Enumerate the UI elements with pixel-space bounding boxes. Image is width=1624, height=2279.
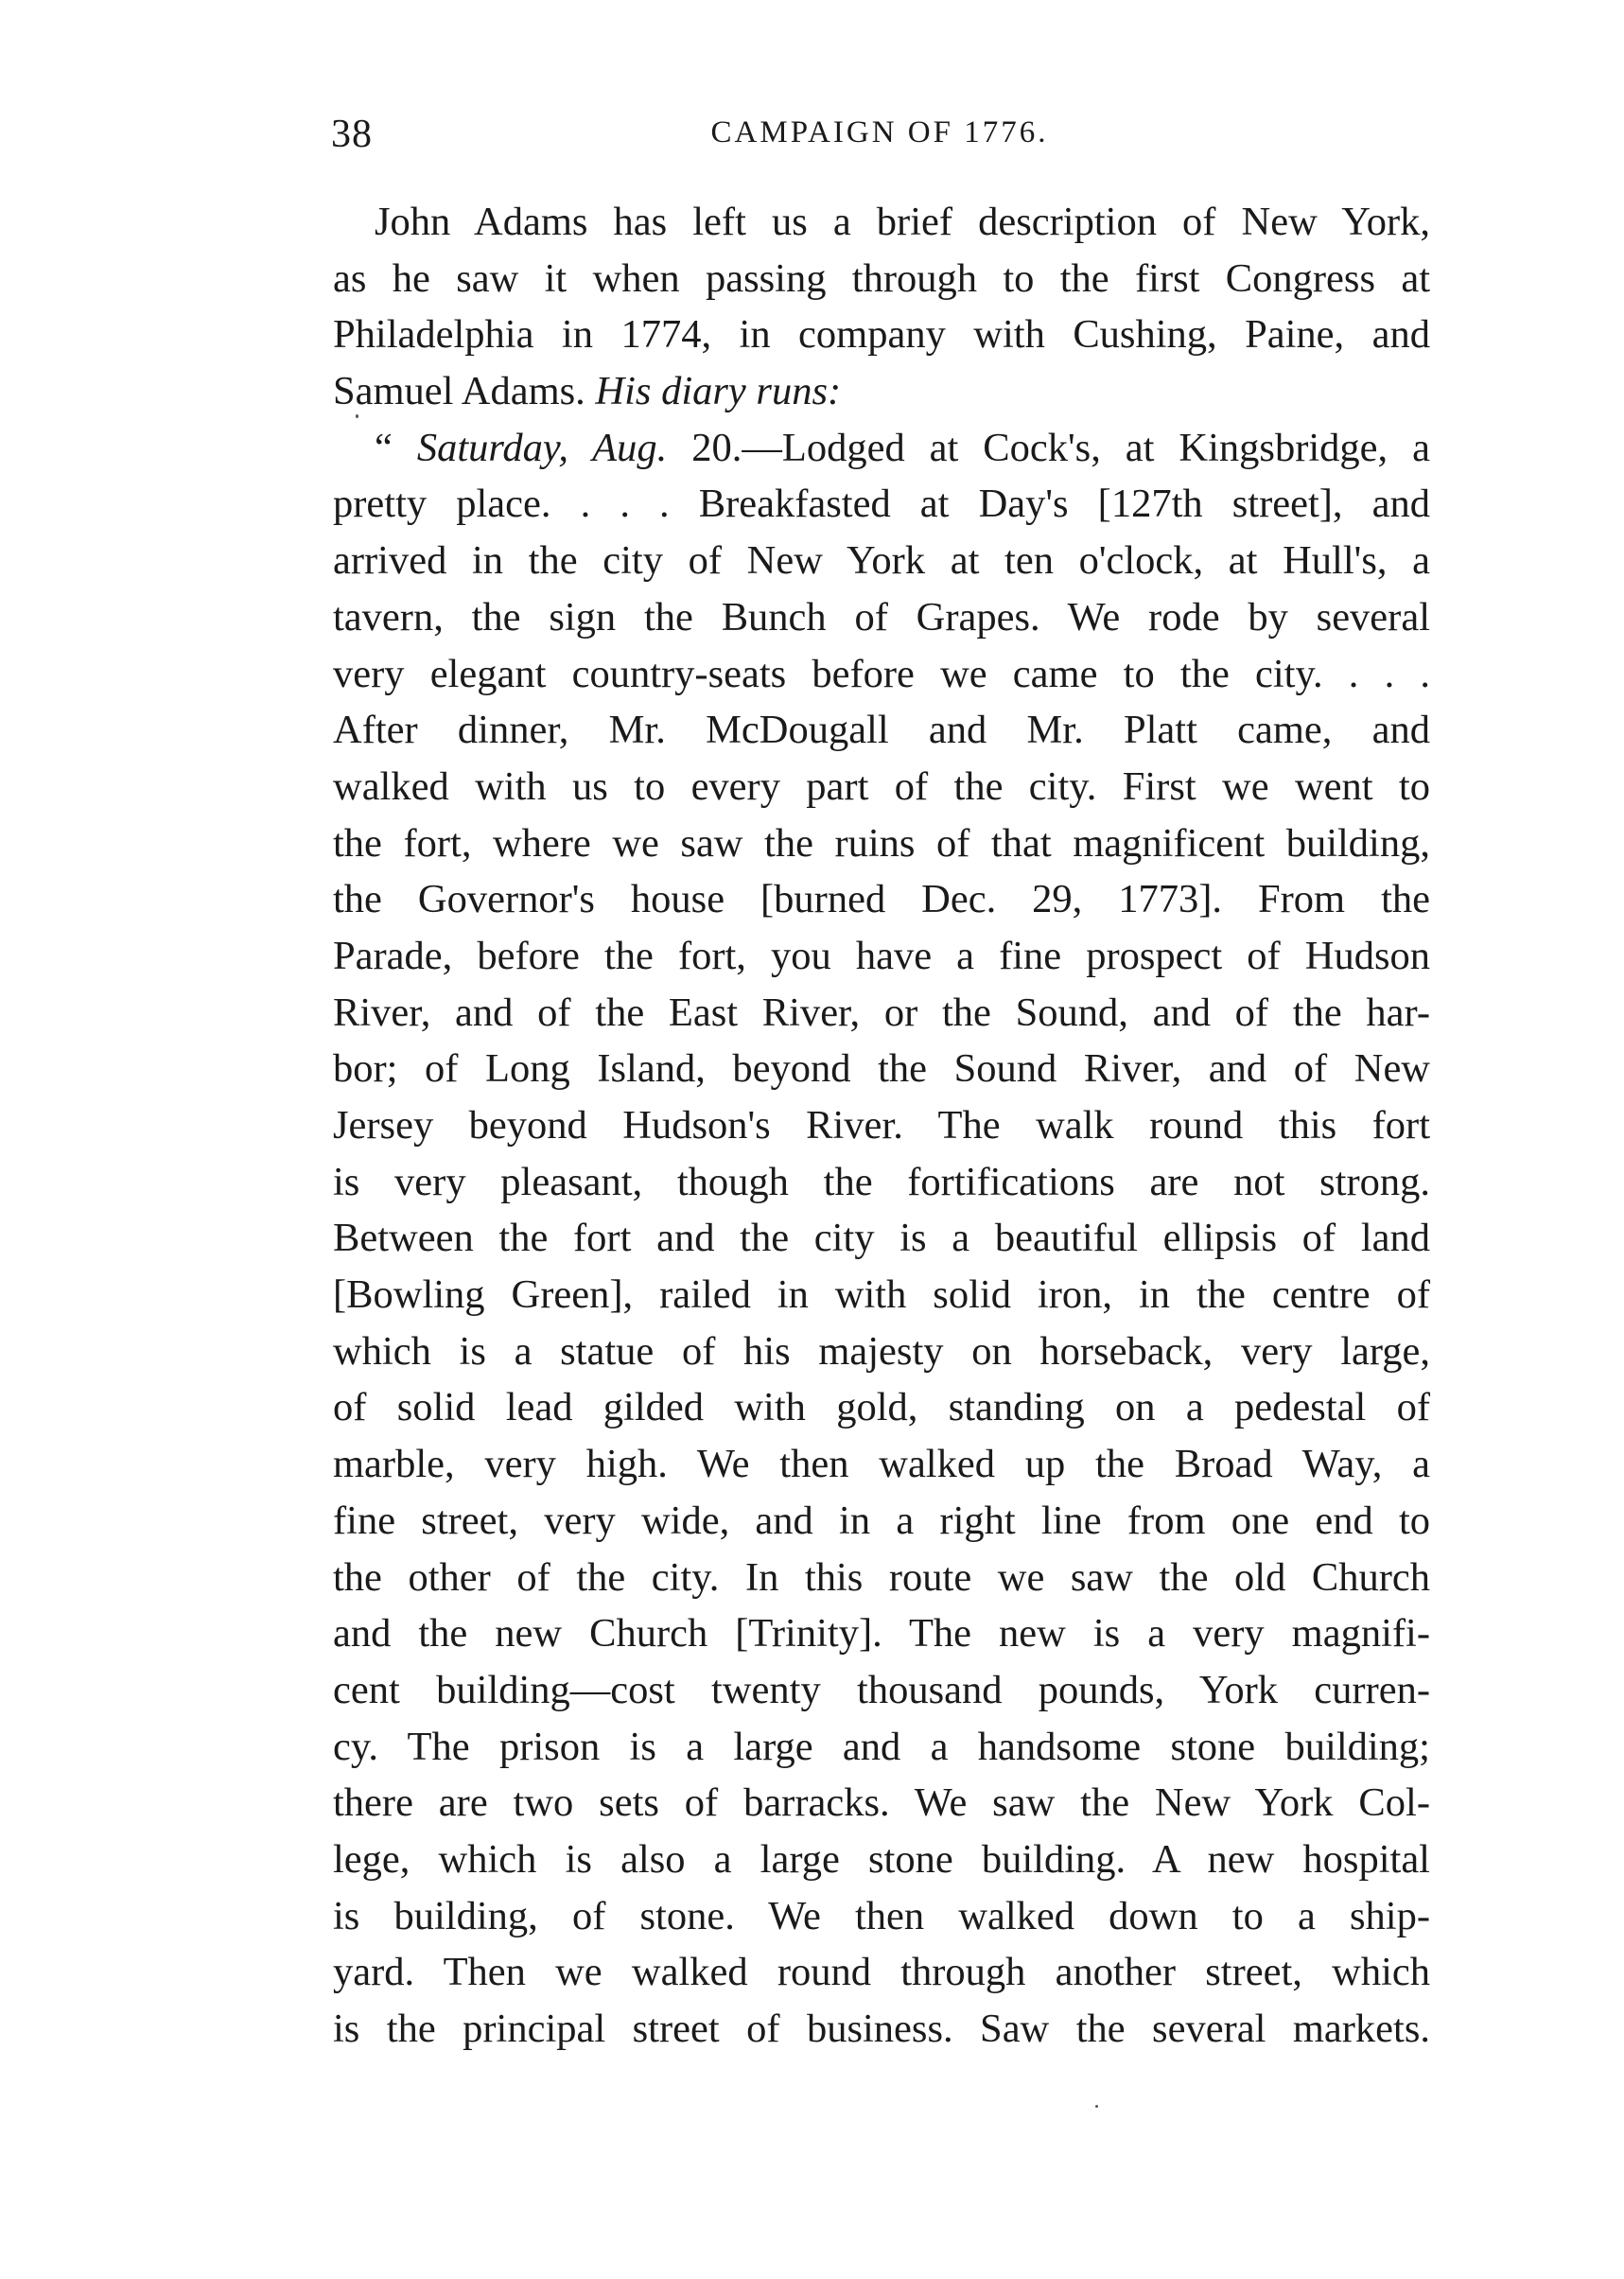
line-text: and the new Church [Trinity]. The new is a very magnifi- xyxy=(333,1611,1430,1657)
scan-speck xyxy=(1095,2105,1098,2108)
text-line xyxy=(333,1775,1430,1832)
running-head: CAMPAIGN OF 1776. xyxy=(710,115,1049,149)
quote-mark: “ xyxy=(375,425,417,470)
line-text: the fort, where we saw the ruins of that magnificent building, xyxy=(333,820,1430,866)
text-line xyxy=(333,1605,1430,1662)
line-text: is building, of stone. We then walked down to a ship- xyxy=(333,1893,1430,1938)
scan-speck xyxy=(356,414,358,418)
text-line xyxy=(333,1888,1430,1945)
text-line xyxy=(333,702,1430,759)
line-text: Jersey beyond Hudson's River. The walk round this fort xyxy=(333,1103,1430,1148)
text-line xyxy=(333,1719,1430,1776)
text-line xyxy=(333,985,1430,1042)
line-text: fine street, very wide, and in a right line from one end to xyxy=(333,1498,1430,1543)
page-number: 38 xyxy=(331,113,373,156)
line-text: yard. Then we walked round through another street, which xyxy=(333,1950,1430,1995)
line-text: 20.—Lodged at Cock's, at Kingsbridge, a xyxy=(667,425,1430,470)
text-line xyxy=(333,815,1430,872)
body-text xyxy=(333,194,1430,2058)
text-line xyxy=(333,1379,1430,1436)
line-text: very elegant country-seats before we came to the city. . . . xyxy=(333,651,1430,696)
text-line xyxy=(333,1832,1430,1888)
line-text: there are two sets of barracks. We saw the New York Col- xyxy=(333,1780,1430,1826)
text-line xyxy=(333,646,1430,703)
text-line xyxy=(333,2001,1430,2058)
text-line xyxy=(333,1154,1430,1211)
text-line xyxy=(333,251,1430,307)
italic-phrase: His diary runs: xyxy=(595,369,842,414)
line-text: After dinner, Mr. McDougall and Mr. Platt came, and xyxy=(333,708,1430,753)
text-line xyxy=(333,759,1430,815)
text-line xyxy=(333,871,1430,928)
text-line xyxy=(333,533,1430,589)
line-text: [Bowling Green], railed in with solid iron, in the centre of xyxy=(333,1272,1430,1318)
text-line xyxy=(333,589,1430,646)
line-text: River, and of the East River, or the Sound, and of the har- xyxy=(333,990,1430,1035)
line-text: John Adams has left us a brief description of New York, xyxy=(375,200,1430,244)
text-line xyxy=(333,1493,1430,1550)
text-line xyxy=(333,194,1430,251)
line-text: cent building—cost twenty thousand pounds, York curren- xyxy=(333,1667,1430,1712)
text-line xyxy=(333,420,1430,477)
line-text: the other of the city. In this route we saw the old Church xyxy=(333,1554,1430,1600)
text-line xyxy=(333,476,1430,533)
text-line xyxy=(333,928,1430,985)
text-line xyxy=(333,1662,1430,1719)
line-text: Parade, before the fort, you have a fine prospect of Hudson xyxy=(333,933,1430,978)
line-text: arrived in the city of New York at ten o'clock, at Hull's, a xyxy=(333,538,1430,584)
text-line xyxy=(333,1324,1430,1380)
text-line xyxy=(333,1436,1430,1493)
text-line xyxy=(333,1097,1430,1154)
text-line xyxy=(333,1210,1430,1267)
line-text: Samuel Adams. xyxy=(333,369,596,414)
line-text: as he saw it when passing through to the first Congress at xyxy=(333,255,1430,301)
line-text: walked with us to every part of the city. First we went to xyxy=(333,763,1430,809)
line-text: bor; of Long Island, beyond the Sound River, and of New xyxy=(333,1046,1430,1092)
line-text: marble, very high. We then walked up the Broad Way, a xyxy=(333,1442,1430,1487)
text-line xyxy=(333,1944,1430,2001)
text-line xyxy=(333,363,1430,420)
line-text: tavern, the sign the Bunch of Grapes. We rode by several xyxy=(333,594,1430,640)
italic-date: Saturday, Aug. xyxy=(416,425,668,470)
line-text: is the principal street of business. Saw the several markets. xyxy=(333,2007,1430,2051)
line-text: which is a statue of his majesty on horseback, very large, xyxy=(333,1328,1430,1374)
text-line xyxy=(333,1550,1430,1606)
text-line xyxy=(333,307,1430,363)
text-line xyxy=(333,1267,1430,1324)
line-text: pretty place. . . . Breakfasted at Day's [127th street], and xyxy=(333,482,1430,527)
text-line xyxy=(333,1041,1430,1097)
page-header xyxy=(331,112,1428,168)
line-text: of solid lead gilded with gold, standing on a pedestal of xyxy=(333,1385,1430,1430)
line-text: cy. The prison is a large and a handsome stone building; xyxy=(333,1724,1430,1769)
line-text: the Governor's house [burned Dec. 29, 1773]. From the xyxy=(333,877,1430,922)
line-text: is very pleasant, though the fortifications are not strong. xyxy=(333,1159,1430,1204)
line-text: Between the fort and the city is a beautiful ellipsis of land xyxy=(333,1216,1430,1261)
line-text: Philadelphia in 1774, in company with Cushing, Paine, and xyxy=(333,312,1430,358)
line-text: lege, which is also a large stone building. A new hospital xyxy=(333,1836,1430,1882)
